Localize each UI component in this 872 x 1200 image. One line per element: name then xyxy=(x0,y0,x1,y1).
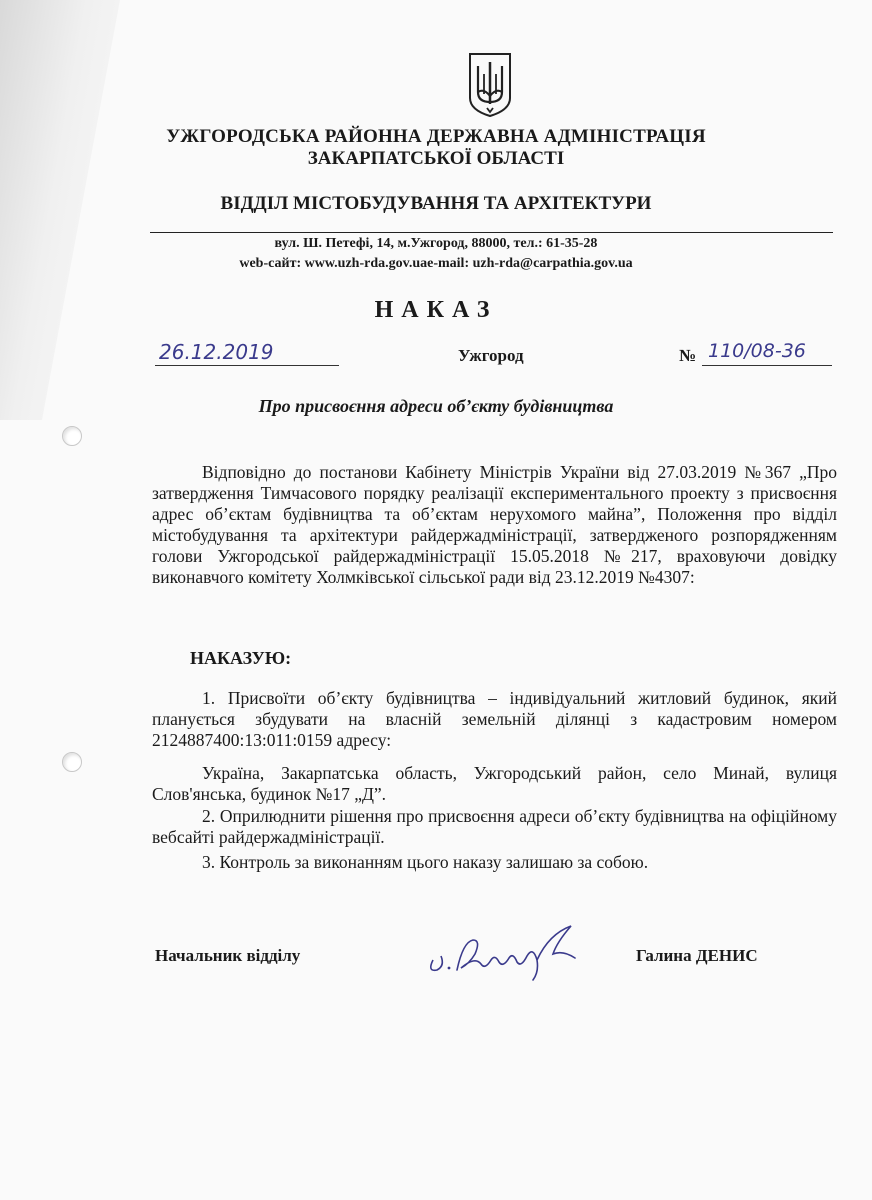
document-subject: Про присвоєння адреси об’єкту будівництва xyxy=(258,396,614,416)
organization-name-line2: ЗАКАРПАТСЬКОЇ ОБЛАСТІ xyxy=(307,148,565,169)
handwritten-number: 110/08-36 xyxy=(702,340,832,366)
document-title: НАКАЗ xyxy=(374,297,498,323)
number-label: № xyxy=(679,346,697,365)
header-divider xyxy=(150,232,833,233)
address-line: вул. Ш. Петефі, 14, м.Ужгород, 88000, тел.: 61-35-28 xyxy=(274,236,598,251)
order-item-2: 2. Оприлюднити рішення про присвоєння адреси об’єкту будівництва на офіційному вебсайті райдержадміністрації. xyxy=(152,806,837,847)
signatory-role: Начальник відділу xyxy=(155,946,301,965)
punch-hole-top xyxy=(62,426,82,446)
signatory-name: Галина ДЕНИС xyxy=(636,946,758,965)
punch-hole-bottom xyxy=(62,752,82,772)
order-item-3: 3. Контроль за виконанням цього наказу залишаю за собою. xyxy=(202,852,649,872)
organization-name-line1: УЖГОРОДСЬКА РАЙОННА ДЕРЖАВНА АДМІНІСТРАЦІЯ xyxy=(166,126,706,147)
department-name: ВІДДІЛ МІСТОБУДУВАННЯ ТА АРХІТЕКТУРИ xyxy=(220,193,652,214)
handwritten-date: 26.12.2019 xyxy=(155,340,339,366)
document-city: Ужгород xyxy=(458,346,524,365)
preamble-paragraph: Відповідно до постанови Кабінету Міністрів України від 27.03.2019 №367 „Про затвердження Тимчасового порядку реалізації експериментального проекту з присвоєння адрес об’єктам будівництва та об’єктам нерухомого майна”, Положення про відділ містобудування та архітектури райдержадміністрації, затвердженого розпорядженням голови Ужгородської райдержадміністрації 15.05.2018 №217, враховуючи довідку виконавчого комітету Холмківської сільської ради від 23.12.2019 №4307: xyxy=(152,462,837,587)
order-item-1: 1. Присвоїти об’єкту будівництва – індивідуальний житловий будинок, який планується збудувати на власній земельній ділянці з кадастровим номером 2124887400:13:011:0159 адресу: xyxy=(152,688,837,750)
contacts-line: web-сайт: www.uzh-rda.gov.uae-mail: uzh-rda@carpathia.gov.ua xyxy=(239,256,633,271)
order-item-1-address: Україна, Закарпатська область, Ужгородський район, село Минай, вулиця Слов'янська, будинок №17 „Д”. xyxy=(152,763,837,804)
handwritten-signature xyxy=(425,920,600,985)
order-heading: НАКАЗУЮ: xyxy=(190,648,292,668)
trident-emblem-icon xyxy=(468,52,512,118)
